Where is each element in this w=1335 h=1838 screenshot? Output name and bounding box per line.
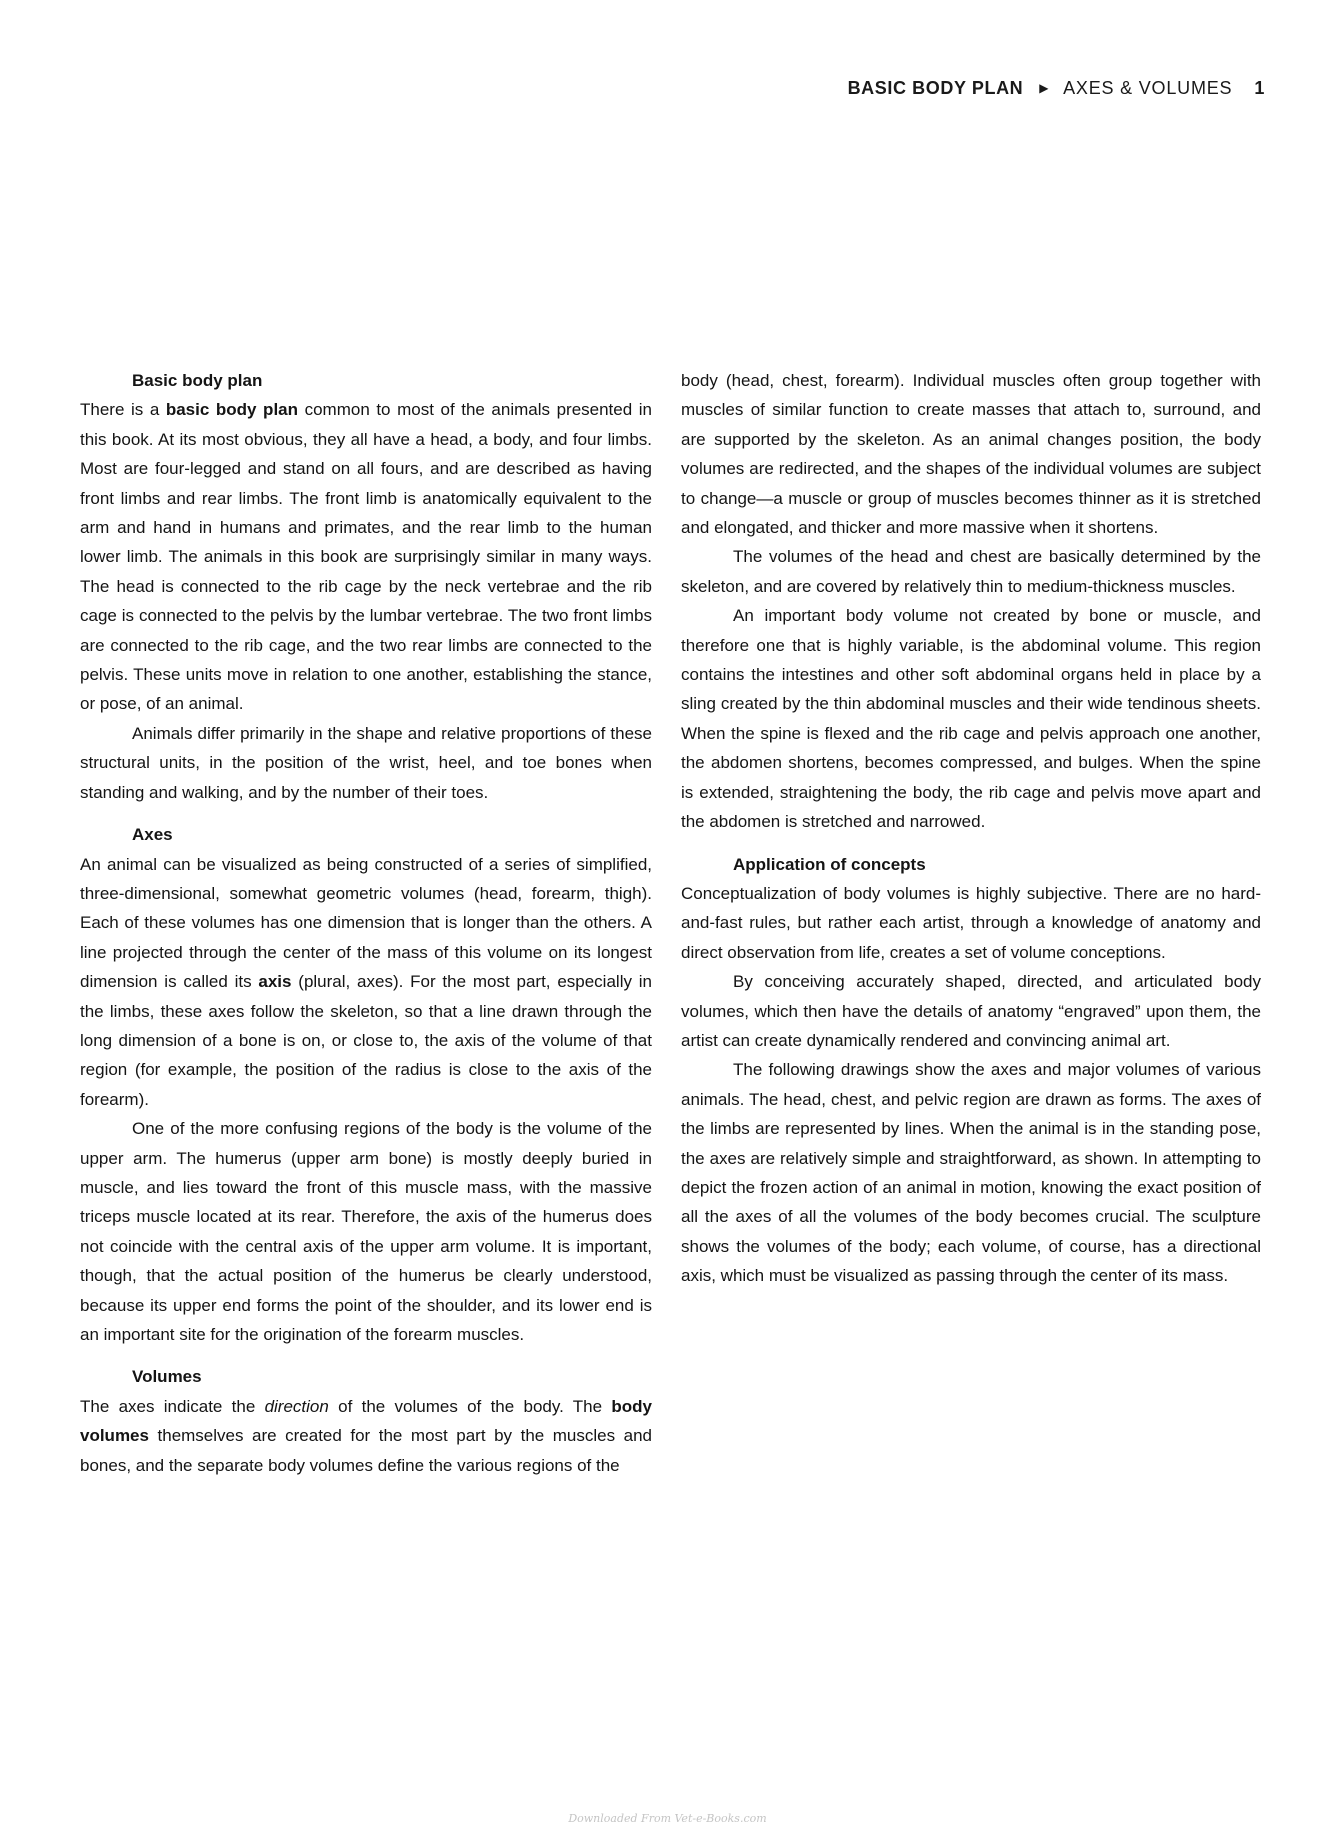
term-axis: axis xyxy=(258,972,292,992)
text-run: There is a xyxy=(80,400,166,420)
paragraph-application-3: The following drawings show the axes and major volumes of various animals. The head, chest, and pelvic region are drawn as forms. The axes of the limbs are represented by lines. When the animal is in the standing pose, the axes are relatively simple and straightforward, as shown. In attempting to depict the frozen action of an animal in motion, knowing the exact position of all the axes of all the volumes of the body becomes crucial. The sculpture shows the volumes of the body; each volume, of course, has a directional axis, which must be visualized as passing through the center of its mass. xyxy=(681,1060,1261,1286)
term-body-volumes: body volumes xyxy=(80,1396,652,1446)
term-direction: direction xyxy=(264,1396,329,1416)
text-run: themselves are created for the most part by the muscles and bones, and the separate body volumes define the various regions of the xyxy=(80,1426,652,1475)
page-number: 1 xyxy=(1254,78,1265,98)
paragraph-volumes-3: An important body volume not created by bone or muscle, and therefore one that is highly variable, is the abdominal volume. This region contains the intestines and other soft abdominal organs held in place by a sling created by the thin abdominal muscles and their wide tendinous sheets. When the spine is flexed and the rib cage and pelvis approach one another, the abdomen shortens, becomes compressed, and bulges. When the spine is extended, straightening the body, the rib cage and pelvis move apart and the abdomen is stretched and narrowed. xyxy=(681,606,1261,832)
paragraph-basic-body-plan-1 xyxy=(80,395,652,718)
running-head-chapter: AXES & VOLUMES xyxy=(1063,78,1233,98)
text-run: An animal can be visualized as being constructed of a series of simplified, three-dimensional, somewhat geometric volumes (head, forearm, thigh). Each of these volumes has one dimension that is longer than the others. A line projected through the center of the mass of this volume on its longest dimension is called its xyxy=(80,854,652,992)
paragraph-axes-2: One of the more confusing regions of the body is the volume of the upper arm. The humerus (upper arm bone) is mostly deeply buried in muscle, and lies toward the front of this muscle mass, with the massive triceps muscle located at its rear. Therefore, the axis of the humerus does not coincide with the central axis of the upper arm volume. It is important, though, that the actual position of the humerus be clearly understood, because its upper end forms the point of the shoulder, and its lower end is an important site for the origination of the forearm muscles. xyxy=(80,1119,652,1344)
running-head xyxy=(848,78,1265,99)
heading-basic-body-plan: Basic body plan xyxy=(132,371,263,390)
heading-volumes: Volumes xyxy=(132,1367,202,1387)
paragraph-volumes-2: The volumes of the head and chest are basically determined by the skeleton, and are covered by relatively thin to medium-thickness muscles. xyxy=(681,547,1261,596)
text-run: common to most of the animals presented in this book. At its most obvious, they all have a head, a body, and four limbs. Most are four-legged and stand on all fours, and are described as having front limbs and rear limbs. The front limb is anatomically equivalent to the arm and hand in humans and primates, and the rear limb to the human lower limb. The animals in this book are surprisingly similar in many ways. The head is connected to the rib cage by the neck vertebrae and the rib cage is connected to the pelvis by the lumbar vertebrae. The two front limbs are connected to the rib cage, and the two rear limbs are connected to the pelvis. These units move in relation to one another, establishing the stance, or pose, of an animal. xyxy=(80,400,652,714)
heading-application-of-concepts: Application of concepts xyxy=(733,854,926,874)
term-basic-body-plan: basic body plan xyxy=(165,400,299,420)
text-run: The axes indicate the xyxy=(80,1396,265,1416)
paragraph-axes-1 xyxy=(80,850,652,1115)
left-column xyxy=(80,366,652,1480)
triangle-right-icon: ▶ xyxy=(1039,80,1050,95)
paragraph-application-2: By conceiving accurately shaped, directed, and articulated body volumes, which then have the details of anatomy “engraved” upon them, the artist can create dynamically rendered and convincing animal art. xyxy=(681,972,1261,1050)
paragraph-volumes-1 xyxy=(80,1392,652,1480)
watermark: Downloaded From Vet-e-Books.com xyxy=(568,1812,767,1825)
right-column xyxy=(681,366,1261,1291)
paragraph-application-1: Conceptualization of body volumes is highly subjective. There are no hard-and-fast rules, but rather each artist, through a knowledge of anatomy and direct observation from life, creates a set of volume conceptions. xyxy=(681,883,1261,962)
paragraph-basic-body-plan-2: Animals differ primarily in the shape and relative proportions of these structural units, in the position of the wrist, heel, and toe bones when standing and walking, and by the number of their toes. xyxy=(80,723,652,802)
heading-axes: Axes xyxy=(132,825,173,845)
text-run: (plural, axes). For the most part, especially in the limbs, these axes follow the skeleton, so that a line drawn through the long dimension of a bone is on, or close to, the axis of the volume of that region (for example, the position of the radius is close to the axis of the forearm). xyxy=(80,972,652,1109)
text-run: of the volumes of the body. The xyxy=(328,1396,612,1416)
paragraph-volumes-continued: body (head, chest, forearm). Individual muscles often group together with muscles of similar function to create masses that attach to, surround, and are supported by the skeleton. As an animal changes position, the body volumes are redirected, and the shapes of the individual volumes are subject to change—a muscle or group of muscles becomes thinner as it is stretched and elongated, and thicker and more massive when it shortens. xyxy=(681,371,1261,538)
running-head-section: BASIC BODY PLAN xyxy=(847,78,1024,98)
